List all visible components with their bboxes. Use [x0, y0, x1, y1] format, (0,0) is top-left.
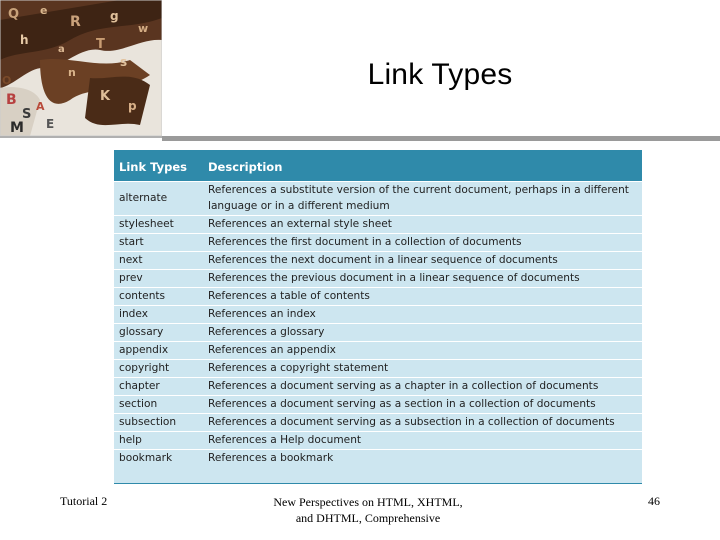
page-number: 46 — [648, 494, 660, 508]
footer-book-title — [258, 494, 478, 526]
separator-bar — [162, 136, 720, 141]
svg-text:s: s — [120, 55, 128, 69]
description-cell: References the next document in a linear sequence of documents — [203, 251, 642, 269]
description-cell: References a glossary — [203, 323, 642, 341]
table-row — [114, 305, 642, 323]
svg-text:n: n — [68, 66, 76, 79]
svg-text:S: S — [22, 107, 32, 122]
link-type-cell: alternate — [114, 181, 203, 215]
description-cell: References a table of contents — [203, 287, 642, 305]
link-type-cell: stylesheet — [114, 215, 203, 233]
svg-text:O: O — [2, 74, 12, 87]
svg-text:R: R — [70, 14, 81, 30]
link-type-cell: contents — [114, 287, 203, 305]
svg-text:Q: Q — [8, 7, 20, 22]
separator-line-left — [0, 136, 162, 138]
link-types-table-container — [114, 150, 642, 484]
footer-book-title-line: New Perspectives on HTML, XHTML, — [273, 495, 463, 509]
column-header-link-types: Link Types — [114, 150, 203, 181]
description-line: References a substitute version of the current document, perhaps in a different — [208, 184, 629, 196]
description-line: language or in a different medium — [208, 200, 390, 212]
svg-text:p: p — [128, 99, 137, 113]
link-type-cell: subsection — [114, 413, 203, 431]
svg-text:g: g — [110, 9, 119, 23]
description-cell — [203, 181, 642, 215]
table-row — [114, 341, 642, 359]
svg-text:h: h — [20, 33, 29, 47]
svg-text:T: T — [96, 37, 105, 52]
table-row — [114, 359, 642, 377]
column-header-description: Description — [203, 150, 642, 181]
svg-text:K: K — [100, 89, 111, 104]
link-type-cell: glossary — [114, 323, 203, 341]
description-cell: References an external style sheet — [203, 215, 642, 233]
footer-book-title-line: and DHTML, Comprehensive — [295, 511, 441, 525]
description-cell: References a document serving as a chapter in a collection of documents — [203, 377, 642, 395]
svg-text:A: A — [36, 100, 45, 113]
svg-text:E: E — [46, 117, 55, 131]
link-type-cell: start — [114, 233, 203, 251]
link-type-cell: chapter — [114, 377, 203, 395]
link-type-cell: next — [114, 251, 203, 269]
description-cell: References an appendix — [203, 341, 642, 359]
link-type-cell: appendix — [114, 341, 203, 359]
table-row — [114, 251, 642, 269]
table-row — [114, 431, 642, 449]
link-type-cell: help — [114, 431, 203, 449]
svg-text:w: w — [138, 22, 149, 35]
description-cell: References the first document in a collection of documents — [203, 233, 642, 251]
svg-text:M: M — [10, 120, 24, 136]
table-row — [114, 413, 642, 431]
link-type-cell: copyright — [114, 359, 203, 377]
description-cell: References an index — [203, 305, 642, 323]
svg-text:B: B — [6, 92, 17, 108]
table-row — [114, 269, 642, 287]
description-cell: References a Help document — [203, 431, 642, 449]
table-header-row — [114, 150, 642, 181]
description-cell: References a copyright statement — [203, 359, 642, 377]
table-row — [114, 287, 642, 305]
slide-title: Link Types — [367, 58, 513, 91]
table-row — [114, 215, 642, 233]
link-type-cell: section — [114, 395, 203, 413]
table-row — [114, 233, 642, 251]
link-type-cell: index — [114, 305, 203, 323]
table-row — [114, 395, 642, 413]
svg-text:e: e — [40, 4, 48, 17]
description-cell: References the previous document in a linear sequence of documents — [203, 269, 642, 287]
table-row — [114, 181, 642, 215]
letter-collage-image — [0, 0, 162, 136]
description-cell: References a bookmark — [203, 449, 642, 467]
footer-tutorial-label: Tutorial 2 — [60, 494, 108, 508]
svg-text:a: a — [58, 44, 65, 55]
description-cell: References a document serving as a section in a collection of documents — [203, 395, 642, 413]
table-row — [114, 377, 642, 395]
table-row — [114, 323, 642, 341]
table-row — [114, 449, 642, 467]
link-types-table — [114, 150, 642, 467]
link-type-cell: prev — [114, 269, 203, 287]
description-cell: References a document serving as a subsection in a collection of documents — [203, 413, 642, 431]
link-type-cell: bookmark — [114, 449, 203, 467]
